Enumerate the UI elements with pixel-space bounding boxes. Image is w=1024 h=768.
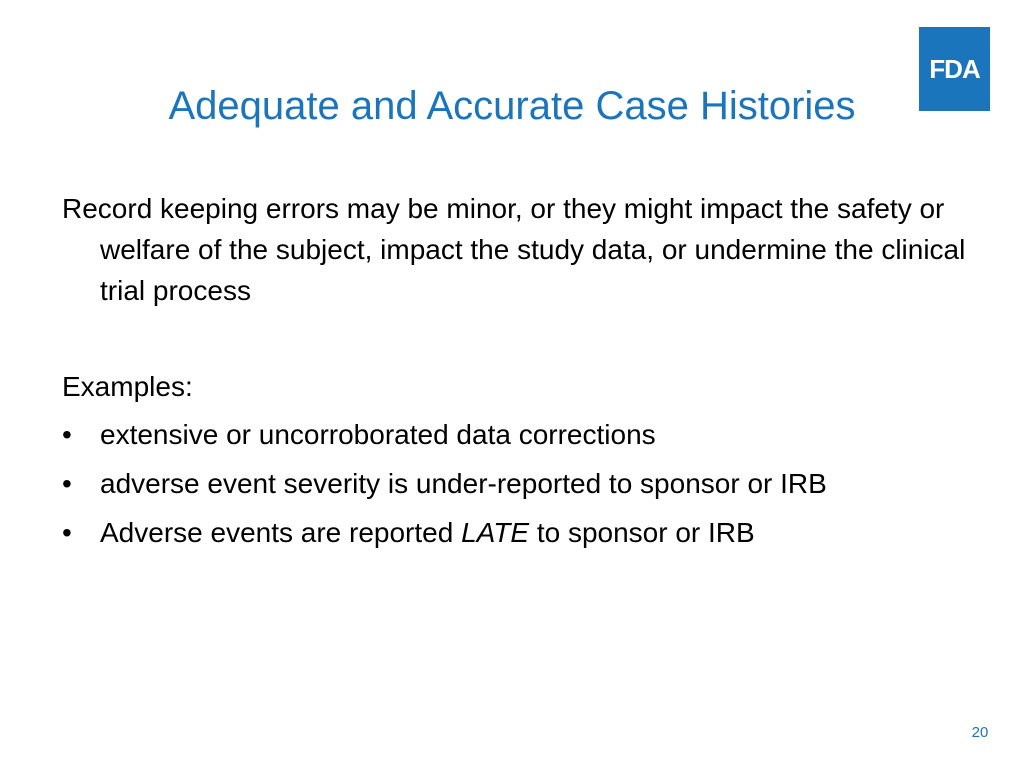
examples-list — [62, 414, 962, 561]
list-item-text-after: to sponsor or IRB — [529, 517, 755, 548]
bullet-icon: • — [62, 419, 72, 450]
fda-logo: FDA — [919, 27, 990, 111]
list-item-text: extensive or uncorroborated data corrections — [100, 419, 656, 450]
examples-label: Examples: — [62, 371, 193, 402]
list-item — [62, 414, 962, 463]
list-item-text-before: Adverse events are reported — [100, 517, 462, 548]
list-item-emphasis: LATE — [461, 517, 530, 548]
intro-paragraph: Record keeping errors may be minor, or they might impact the safety or welfare of the subject, impact the study data, or undermine the clinical trial process — [62, 193, 966, 306]
list-item — [62, 463, 962, 512]
page-number: 20 — [971, 724, 989, 741]
bullet-icon: • — [62, 517, 72, 548]
bullet-icon: • — [62, 468, 72, 499]
list-item-text: adverse event severity is under-reported to sponsor or IRB — [100, 468, 827, 499]
list-item — [62, 512, 962, 561]
slide-title: Adequate and Accurate Case Histories — [168, 84, 856, 128]
